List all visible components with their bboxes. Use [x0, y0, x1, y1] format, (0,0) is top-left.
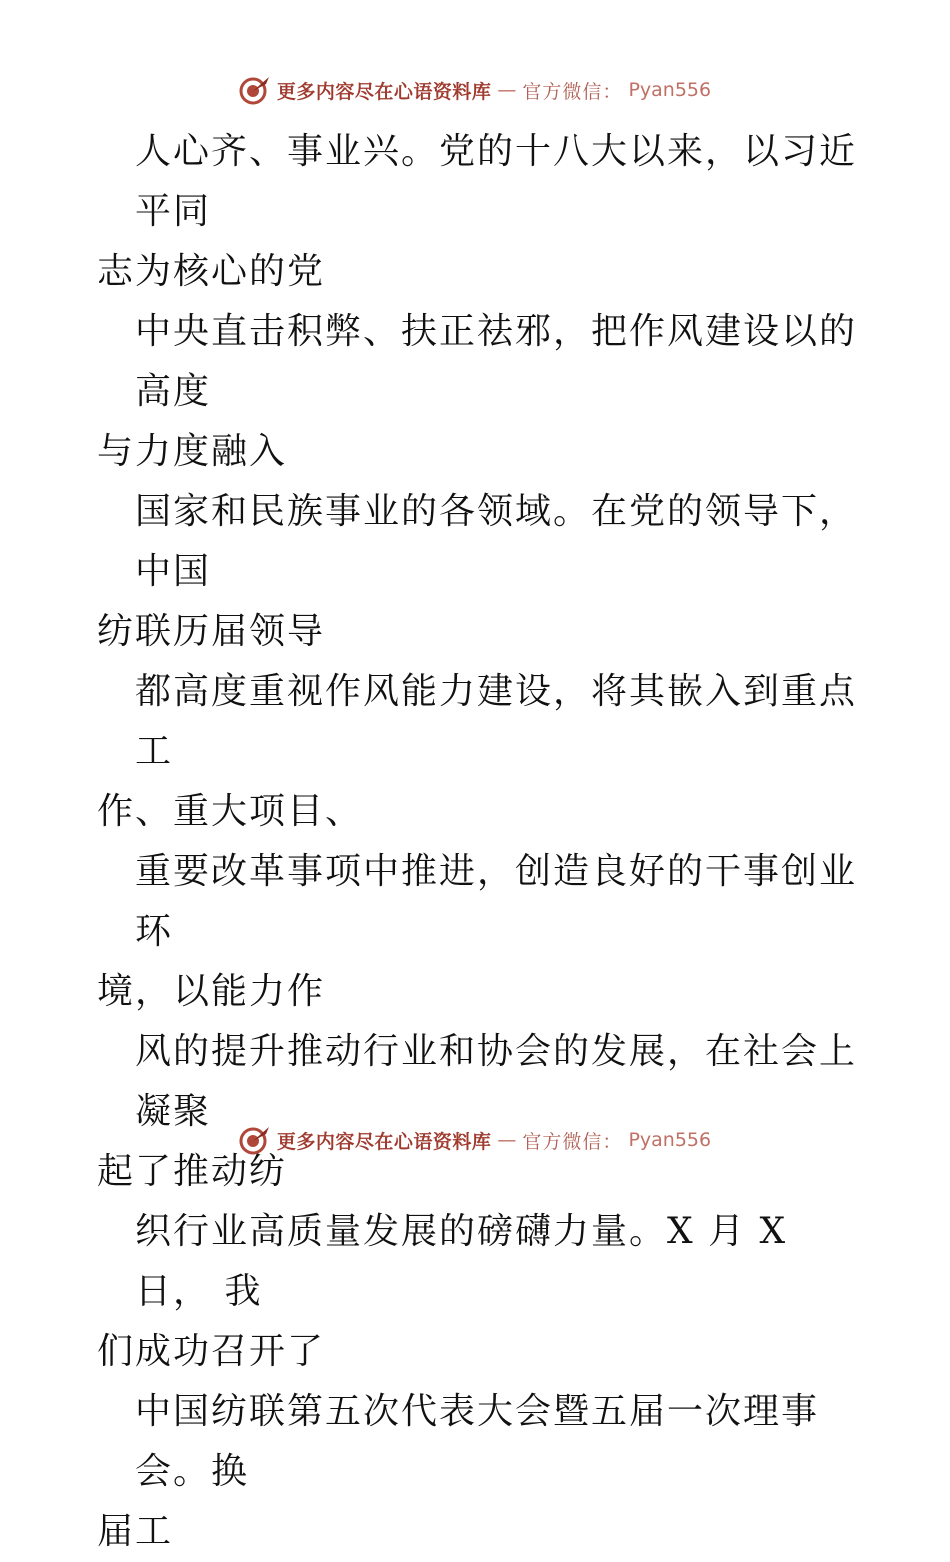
- banner-brand-text: 更多内容尽在心语资料库: [276, 1130, 492, 1153]
- banner-content: [239, 74, 711, 106]
- paragraph-line: 都高度重视作风能力建设，将其嵌入到重点工: [135, 671, 858, 772]
- quill-logo-icon: [239, 74, 271, 106]
- paragraph-line: 重要改革事项中推进，创造良好的干事创业环: [135, 851, 858, 952]
- paragraph-line: 人心齐、事业兴。党的十八大以来，以习近平同: [135, 131, 858, 232]
- banner-wechat-id: Pyan556: [628, 1129, 712, 1151]
- banner-separator: —: [497, 79, 517, 101]
- paragraph: [97, 482, 857, 662]
- paragraph: [97, 662, 857, 842]
- header-banner: [0, 70, 950, 110]
- banner-separator: —: [497, 1129, 517, 1151]
- footer-banner: [0, 1120, 950, 1160]
- banner-wechat-label: 官方微信：: [522, 1130, 623, 1153]
- paragraph-line: 们成功召开了: [97, 1331, 326, 1372]
- paragraph-line: 织行业高质量发展的磅礴力量。X 月 X 日， 我: [135, 1211, 801, 1312]
- paragraph: [97, 842, 857, 1022]
- paragraph-line: 中央直击积弊、扶正祛邪，把作风建设以的高度: [135, 311, 858, 412]
- banner-brand-text: 更多内容尽在心语资料库: [276, 80, 492, 103]
- paragraph-line: 境，以能力作: [97, 971, 326, 1012]
- paragraph-line: 与力度融入: [97, 431, 288, 472]
- paragraph-line: 作、重大项目、: [97, 791, 364, 832]
- paragraph-line: 纺联历届领导: [97, 611, 326, 652]
- paragraph: [97, 122, 857, 302]
- paragraph-line: 国家和民族事业的各领域。在党的领导下，中国: [135, 491, 858, 592]
- quill-logo-icon: [239, 1124, 271, 1156]
- paragraph: [97, 1202, 857, 1382]
- paragraph: [97, 302, 857, 482]
- paragraph: [97, 1022, 857, 1202]
- paragraph-line: 起了推动纺: [97, 1151, 288, 1192]
- paragraph-line: 届工: [97, 1511, 174, 1552]
- paragraph: [97, 1382, 857, 1562]
- document-body: [97, 122, 857, 1562]
- banner-wechat-id: Pyan556: [628, 79, 712, 101]
- paragraph-line: 志为核心的党: [97, 251, 326, 292]
- banner-content: [239, 1124, 711, 1156]
- paragraph-line: 中国纺联第五次代表大会暨五届一次理事会。换: [135, 1391, 820, 1492]
- paragraph-line: 风的提升推动行业和协会的发展，在社会上凝聚: [135, 1031, 858, 1132]
- banner-wechat-label: 官方微信：: [522, 80, 623, 103]
